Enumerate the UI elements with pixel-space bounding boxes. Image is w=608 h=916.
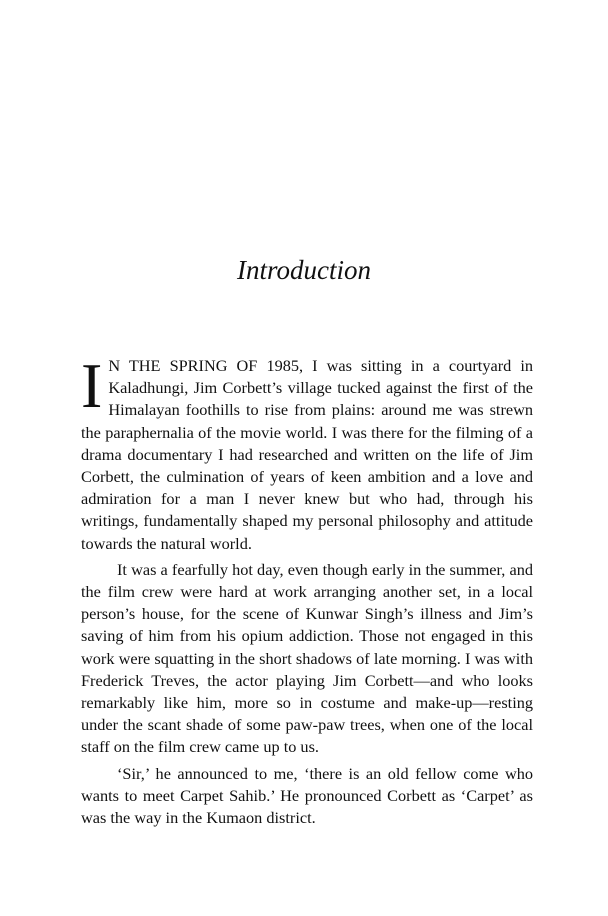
chapter-title: Introduction: [237, 255, 371, 285]
drop-cap: I: [81, 350, 103, 421]
paragraph-1: [81, 350, 533, 555]
paragraph-2: It was a fearfully hot day, even though early in the summer, and the film crew were hard at work arranging another set, in a local person’s house, for the scene of Kunwar Singh’s illness and Jim’s saving of him from his opium addiction. Those not engaged in this work were squatting in the short shadows of late morning. I was with Frederick Treves, the actor playing Jim Corbett—and who looks remarkably like him, more so in costume and make-up—resting under the scant shade of some paw-paw trees, when one of the local staff on the film crew came up to us.: [81, 559, 533, 757]
paragraph-3: ‘Sir,’ he announced to me, ‘there is an old fellow come who wants to meet Carpet Sahib.’ He pronounced Corbett as ‘Carpet’ as was the way in the Kumaon district.: [81, 763, 533, 828]
chapter-body: [81, 350, 533, 829]
paragraph-1-lead: N THE SPRING OF 1985,: [108, 356, 304, 375]
paragraph-1-text: I was sitting in a courtyard in Kaladhungi, Jim Corbett’s village tucked against the first of the Himalayan foothills to rise from plains: around me was strewn the paraphernalia of the movie world. I was there for the filming of a drama documentary I had researched and written on the life of Jim Corbett, the culmination of years of keen ambition and a love and admiration for a man I never knew but who had, through his writings, fundamentally shaped my personal philosophy and attitude towards the natural world.: [81, 356, 533, 553]
